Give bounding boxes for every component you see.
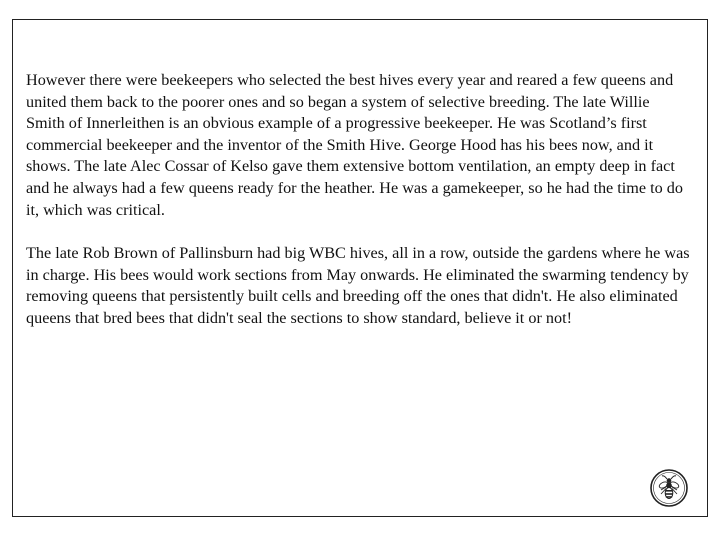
paragraph-2: The late Rob Brown of Pallinsburn had big WBC hives, all in a row, outside the gardens where he was in charge. His bees would work sections from May onwards. He eliminated the swarming tendency by removing queens that persistently built cells and breeding off the ones that didn't. He also eliminated queens that bred bees that didn't seal the sections to show standard, believe it or not! — [26, 244, 690, 327]
body-text — [26, 70, 690, 352]
bee-emblem-icon — [649, 468, 689, 508]
paragraph-1: However there were beekeepers who selected the best hives every year and reared a few queens and united them back to the poorer ones and so began a system of selective breeding. The late Willie Smith of Innerleithen is an obvious example of a progressive beekeeper. He was Scotland’s first commercial beekeeper and the inventor of the Smith Hive. George Hood has his bees now, and it shows. The late Alec Cossar of Kelso gave them extensive bottom ventilation, an empty deep in fact and he always had a few queens ready for the heather. He was a gamekeeper, so he had the time to do it, which was critical. — [26, 71, 683, 219]
